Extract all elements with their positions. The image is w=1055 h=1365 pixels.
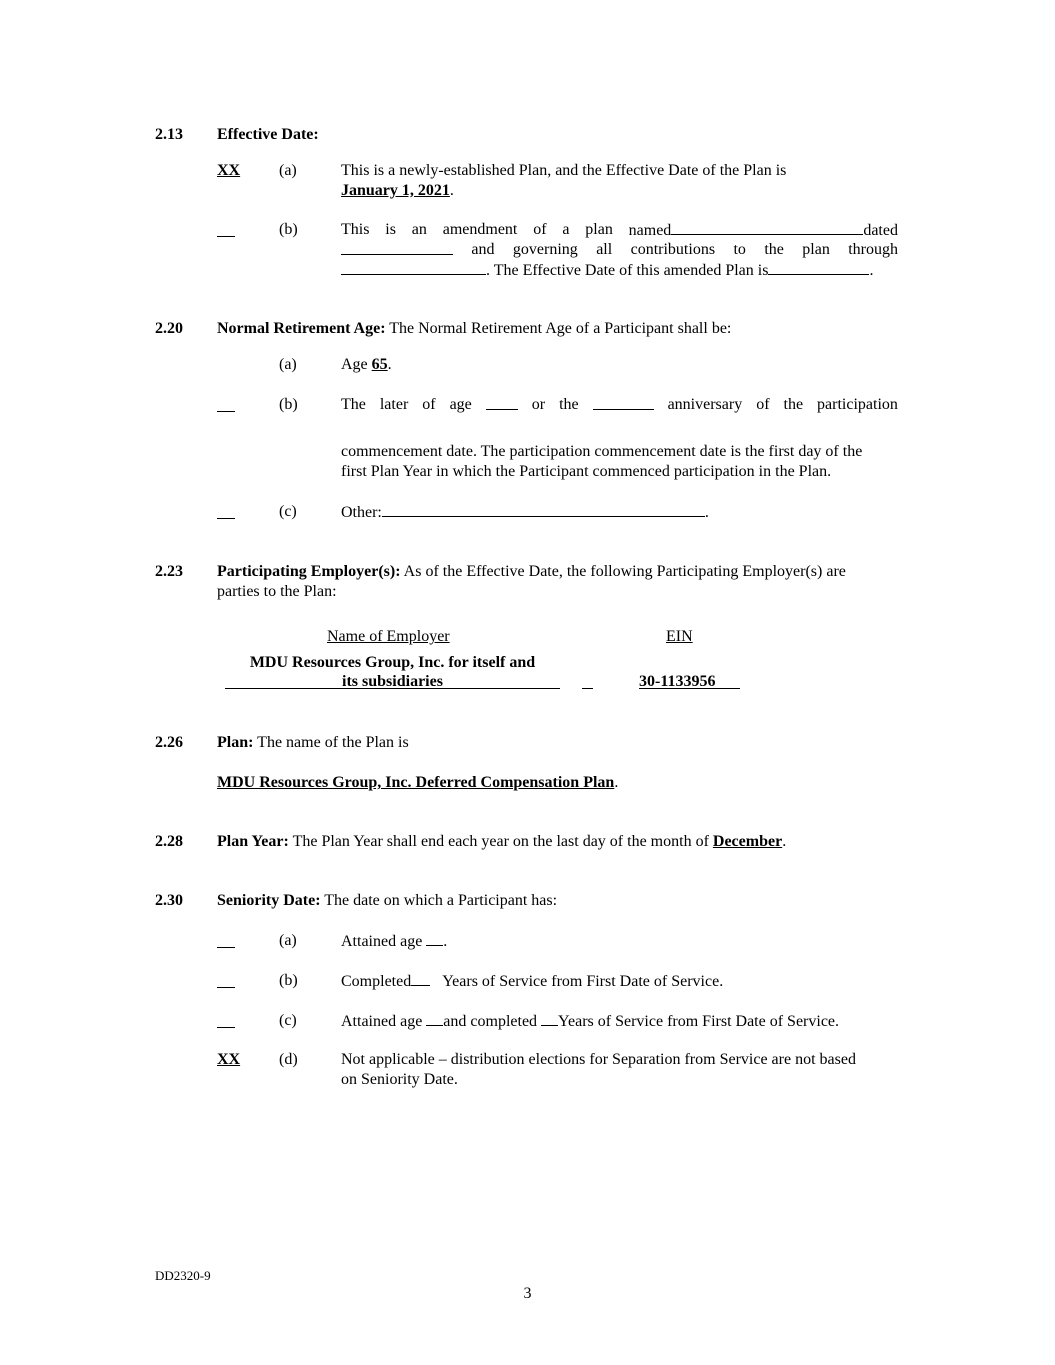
item-label: (b) (279, 972, 298, 989)
period: . (614, 774, 619, 791)
word: of (756, 396, 770, 413)
item-text-line1 (341, 395, 898, 415)
dated-blank (341, 240, 453, 255)
section-heading: Effective Date: (217, 126, 319, 143)
section-heading: Plan: (217, 734, 254, 751)
section-intro: The name of the Plan is (257, 734, 409, 751)
section-intro: The date on which a Participant has: (324, 892, 558, 909)
years-blank (541, 1011, 558, 1026)
item-text: This is a newly-established Plan, and the Effective Date of the Plan is (341, 162, 787, 179)
age-blank (426, 931, 443, 946)
section-number: 2.13 (155, 126, 183, 143)
section-heading-line (217, 832, 786, 852)
item-text: first Plan Year in which the Participant commenced participation in the Plan. (341, 463, 832, 480)
word: The (341, 396, 366, 413)
word: is (385, 221, 396, 238)
section-number: 2.20 (155, 320, 183, 337)
selection-mark (217, 222, 235, 243)
selection-mark: XX (217, 162, 241, 179)
item-text: on Seniority Date. (341, 1071, 458, 1088)
word: the (559, 396, 579, 413)
selection-mark (217, 397, 235, 418)
plan-name-line (217, 773, 618, 793)
word: or (531, 396, 546, 413)
item-text-line (341, 971, 723, 992)
section-heading-line (217, 319, 731, 339)
word: an (411, 221, 427, 238)
item-text-line (341, 355, 392, 375)
document-id: DD2320-9 (155, 1268, 211, 1283)
plan-name-blank-line (629, 220, 898, 241)
section-text: The Plan Year shall end each year on the last day of the month of (292, 833, 709, 850)
item-label: (b) (279, 396, 298, 413)
item-text: and completed (443, 1013, 538, 1030)
item-text: Attained age (341, 1013, 423, 1030)
word: amendment (442, 221, 518, 238)
word: contributions (630, 241, 716, 258)
section-intro: parties to the Plan: (217, 583, 337, 600)
retirement-age-value: 65 (371, 356, 388, 373)
selection-mark (217, 504, 235, 525)
employer-name: its subsidiaries (225, 672, 560, 689)
effective-date-value: January 1, 2021 (341, 182, 450, 199)
other-blank (382, 502, 705, 517)
word: of (533, 221, 547, 238)
word: of (422, 396, 436, 413)
item-text: . The Effective Date of this amended Plan is (486, 262, 769, 279)
section-heading-line (217, 733, 409, 753)
word: age (449, 396, 472, 413)
age-blank (486, 395, 518, 410)
word: dated (863, 222, 898, 239)
section-heading: Plan Year: (217, 833, 289, 850)
word: plan (585, 221, 613, 238)
word: plan (802, 241, 830, 258)
selection-mark: XX (217, 1051, 241, 1068)
section-number: 2.28 (155, 833, 183, 850)
word: through (848, 241, 898, 258)
word: anniversary (667, 396, 743, 413)
section-intro: As of the Effective Date, the following Participating Employer(s) are (403, 563, 846, 580)
item-text: Completed (341, 973, 412, 990)
item-label: (a) (279, 162, 297, 179)
item-text: Years of Service from First Date of Service. (558, 1013, 840, 1030)
word: named (628, 222, 672, 239)
item-text-line1 (341, 220, 898, 241)
item-label: (d) (279, 1051, 298, 1068)
selection-mark (217, 933, 235, 954)
section-heading: Normal Retirement Age: (217, 320, 386, 337)
selection-mark (217, 973, 235, 994)
plan-name: MDU Resources Group, Inc. Deferred Compensation Plan (217, 774, 615, 791)
years-blank (411, 971, 430, 986)
word: later (379, 396, 409, 413)
item-text: Not applicable – distribution elections for Separation from Service are not based (341, 1051, 856, 1068)
plan-year-month: December (712, 833, 783, 850)
through-date-blank (341, 260, 486, 275)
item-label: (a) (279, 932, 297, 949)
word: governing (512, 241, 578, 258)
item-text: Other: (341, 504, 382, 521)
word: participation (817, 396, 898, 413)
word: all (596, 241, 613, 258)
item-label: (c) (279, 503, 297, 520)
word: the (783, 396, 804, 413)
employer-ein: 30-1133956 (639, 672, 740, 689)
anniversary-blank (593, 395, 654, 410)
item-text: Attained age (341, 933, 423, 950)
word: and (471, 241, 495, 258)
item-text: Age (341, 356, 368, 373)
item-label: (b) (279, 221, 298, 238)
period: . (387, 356, 392, 373)
period: . (449, 182, 454, 199)
word: the (764, 241, 784, 258)
section-heading: Participating Employer(s): (217, 563, 401, 580)
age-blank (426, 1011, 443, 1026)
amended-date-blank (768, 260, 869, 275)
column-header: Name of Employer (327, 628, 450, 645)
section-number: 2.26 (155, 734, 183, 751)
page-number: 3 (523, 1285, 532, 1302)
item-text-line (341, 931, 447, 952)
section-heading-line (217, 562, 846, 582)
item-label: (c) (279, 1012, 297, 1029)
item-label: (a) (279, 356, 297, 373)
item-text: Years of Service from First Date of Service. (442, 973, 724, 990)
word: a (562, 221, 570, 238)
period: . (869, 262, 874, 279)
selection-mark (217, 1013, 235, 1034)
item-text-line3 (341, 260, 873, 281)
word: to (733, 241, 746, 258)
effective-date-line (341, 181, 454, 201)
word: This (341, 221, 370, 238)
item-text-line (341, 1011, 839, 1032)
section-heading-line (217, 891, 557, 911)
period: . (443, 933, 448, 950)
item-text: commencement date. The participation commencement date is the first day of the (341, 443, 863, 460)
employer-name: MDU Resources Group, Inc. for itself and (249, 654, 536, 671)
section-intro: The Normal Retirement Age of a Participant shall be: (389, 320, 732, 337)
plan-name-blank (671, 220, 863, 235)
section-number: 2.23 (155, 563, 183, 580)
item-text-line (341, 502, 709, 523)
section-number: 2.30 (155, 892, 183, 909)
period: . (704, 504, 709, 521)
item-text-line2 (341, 240, 898, 260)
blank (582, 672, 593, 689)
period: . (782, 833, 787, 850)
section-heading: Seniority Date: (217, 892, 321, 909)
column-header: EIN (666, 628, 693, 645)
